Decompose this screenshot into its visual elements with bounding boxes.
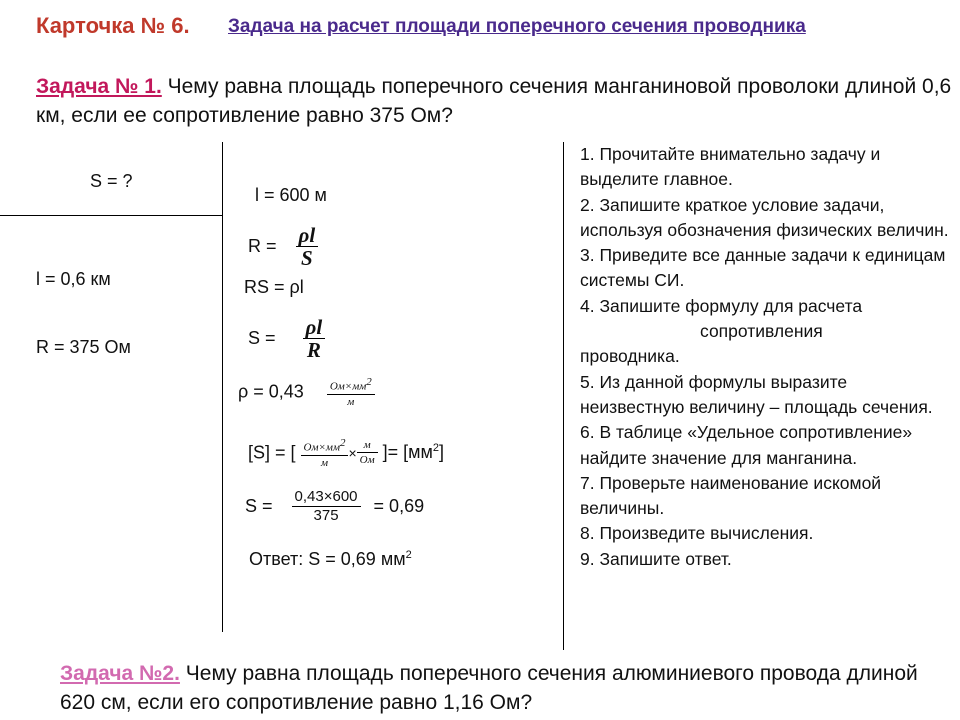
unit-check-fraction-1: [301, 436, 349, 470]
task-2-text: Чему равна площадь поперечного сечения алюминиевого провода длиной 620 см, если его сопротивление равно 1,16 Ом?: [60, 662, 918, 714]
fraction-numerator: $Ом\times мм^2$: [301, 436, 349, 456]
given-divider-horizontal: [0, 215, 222, 216]
answer: Ответ: S = 0,69 $мм^2$: [249, 549, 412, 569]
calculation: [245, 488, 424, 525]
formula-area-fraction: [303, 316, 326, 361]
given-divider-vertical: [222, 142, 223, 632]
step-3: 3. Приведите все данные задачи к единицам системы СИ.: [580, 245, 946, 291]
step-4-end: проводника.: [580, 346, 680, 367]
calculation-lhs: S =: [245, 496, 273, 516]
calculation-fraction: [292, 488, 361, 525]
fraction-numerator: 0,43×600: [292, 488, 361, 507]
unit-check-times: ×: [348, 444, 357, 461]
steps-list: [580, 142, 955, 572]
length-si: l = 600 м: [255, 185, 327, 205]
fraction-denominator: 375: [313, 507, 339, 524]
given-resistance: R = 375 Ом: [36, 337, 131, 357]
calculation-result: = 0,69: [373, 496, 425, 516]
step-4: 4. Запишите формулу для расчета: [580, 295, 863, 316]
fraction-denominator: R: [306, 338, 321, 362]
task-2: [60, 659, 950, 717]
formula-area: [248, 316, 325, 361]
fraction-numerator: ρl: [303, 316, 326, 339]
resistivity-lhs: ρ = 0,43: [238, 381, 304, 402]
task-1-text: Чему равна площадь поперечного сечения манганиновой проволоки длиной 0,6 км, если ее сопротивление равно 375 Ом?: [36, 75, 952, 127]
step-9: 9. Запишите ответ.: [580, 548, 732, 569]
steps-divider-vertical: [563, 142, 564, 650]
fraction-denominator: S: [301, 246, 313, 270]
unit-check-fraction-2: [357, 438, 378, 467]
resistivity-unit-fraction: [327, 375, 375, 409]
answer-exponent: 2: [405, 549, 412, 561]
fraction-denominator: Ом: [359, 454, 375, 467]
formula-area-lhs: S =: [248, 328, 276, 348]
given-unknown: S = ?: [90, 171, 133, 191]
card-topic: Задача на расчет площади поперечного сечения проводника: [228, 16, 806, 37]
step-2: 2. Запишите краткое условие задачи, используя обозначения физических величин.: [580, 194, 949, 240]
task-1: [36, 72, 956, 130]
unit-check: [248, 436, 444, 470]
fraction-numerator: м: [357, 438, 378, 453]
step-8: 8. Произведите вычисления.: [580, 523, 814, 544]
given-length: l = 0,6 км: [36, 269, 111, 289]
step-7: 7. Проверьте наименование искомой величины.: [580, 472, 882, 519]
fraction-numerator: $Ом\times мм^2$: [327, 375, 375, 395]
formula-resistance: [248, 224, 318, 269]
step-4-continued: сопротивления: [700, 321, 823, 342]
card-title: Карточка № 6.: [36, 13, 190, 38]
fraction-denominator: м: [321, 456, 329, 469]
resistivity-value: [238, 375, 375, 409]
step-5: 5. Из данной формулы выразите неизвестную величину – площадь сечения.: [580, 371, 933, 417]
task-1-label: Задача № 1.: [36, 75, 162, 98]
step-1: 1. Прочитайте внимательно задачу и выделите главное.: [580, 144, 881, 190]
fraction-numerator: ρl: [296, 224, 319, 247]
step-6: 6. В таблице «Удельное сопротивление» найдите значение для манганина.: [580, 422, 913, 468]
unit-check-lhs: [S] = [: [248, 442, 296, 463]
rs-equation: RS = ρl: [244, 277, 304, 297]
formula-resistance-fraction: [296, 224, 319, 269]
task-2-label: Задача №2.: [60, 662, 180, 685]
unit-check-rhs: ]= $[мм^2]$: [382, 442, 445, 463]
formula-resistance-lhs: R =: [248, 236, 277, 256]
fraction-denominator: м: [347, 395, 355, 408]
